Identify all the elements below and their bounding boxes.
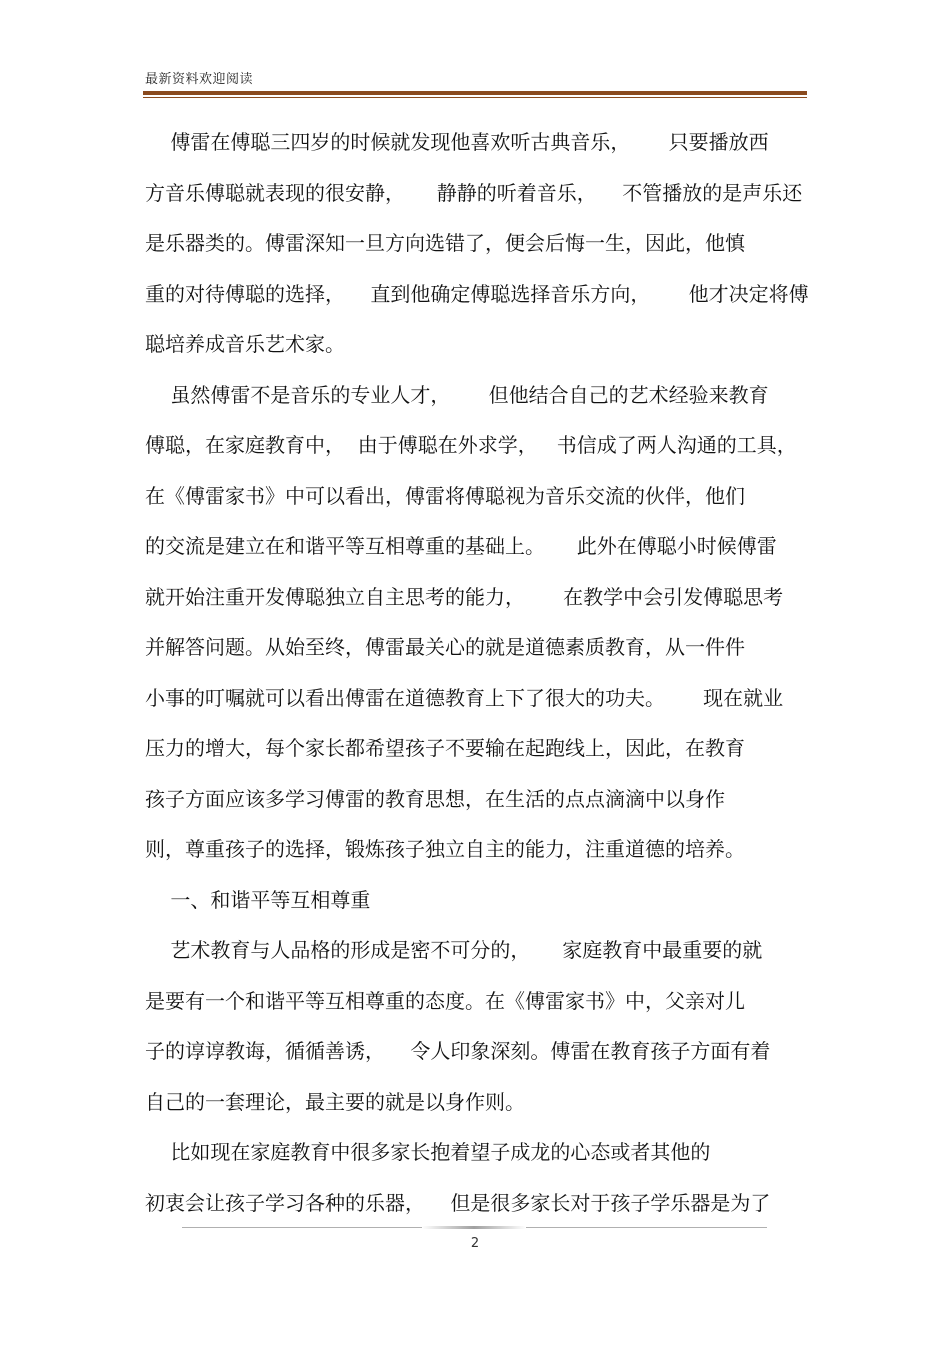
body-line: 重的对待傅聪的选择， 直到他确定傅聪选择音乐方向， 他才决定将傅	[145, 281, 809, 306]
footer-divider-accent	[422, 1226, 526, 1229]
body-line: 傅聪，在家庭教育中， 由于傅聪在外求学， 书信成了两人沟通的工具，	[145, 433, 797, 457]
header-title: 最新资料欢迎阅读	[145, 72, 254, 87]
header-divider-thin	[143, 97, 807, 98]
body-line: 就开始注重开发傅聪独立自主思考的能力， 在教学中会引发傅聪思考	[145, 584, 784, 609]
body-line: 傅雷在傅聪三四岁的时候就发现他喜欢听古典音乐， 只要播放西	[145, 130, 769, 154]
body-line: 是乐器类的。傅雷深知一旦方向选错了，便会后悔一生，因此，他慎	[145, 231, 745, 255]
body-line: 则，尊重孩子的选择，锻炼孩子独立自主的能力，注重道德的培养。	[145, 837, 745, 861]
body-line: 比如现在家庭教育中很多家长抱着望子成龙的心态或者其他的	[145, 1140, 711, 1164]
body-line: 方音乐傅聪就表现的很安静， 静静的听着音乐， 不管播放的是声乐还	[145, 180, 803, 205]
body-line: 在《傅雷家书》中可以看出，傅雷将傅聪视为音乐交流的伙伴，他们	[145, 483, 745, 508]
body-line: 初衷会让孩子学习各种的乐器， 但是很多家长对于孩子学乐器是为了	[145, 1190, 771, 1215]
body-line: 孩子方面应该多学习傅雷的教育思想，在生活的点点滴滴中以身作	[145, 786, 725, 811]
body-line: 是要有一个和谐平等互相尊重的态度。在《傅雷家书》中，父亲对儿	[145, 988, 745, 1013]
body-line: 艺术教育与人品格的形成是密不可分的， 家庭教育中最重要的就	[145, 938, 763, 962]
body-line: 虽然傅雷不是音乐的专业人才， 但他结合自己的艺术经验来教育	[145, 382, 769, 407]
body-line: 的交流是建立在和谐平等互相尊重的基础上。 此外在傅聪小时候傅雷	[145, 534, 777, 558]
document-body	[145, 126, 810, 1237]
section-heading: 一、和谐平等互相尊重	[145, 887, 371, 912]
page-number: 2	[470, 1236, 480, 1251]
body-line: 聪培养成音乐艺术家。	[145, 332, 345, 356]
body-line: 自己的一套理论，最主要的就是以身作则。	[145, 1089, 525, 1114]
body-line: 子的谆谆教诲，循循善诱， 令人印象深刻。傅雷在教育孩子方面有着	[145, 1039, 771, 1063]
body-line: 并解答问题。从始至终，傅雷最关心的就是道德素质教育，从一件件	[145, 635, 745, 659]
body-line: 小事的叮嘱就可以看出傅雷在道德教育上下了很大的功夫。 现在就业	[145, 685, 784, 710]
body-line: 压力的增大，每个家长都希望孩子不要输在起跑线上，因此，在教育	[145, 736, 745, 760]
header-divider	[143, 91, 807, 95]
